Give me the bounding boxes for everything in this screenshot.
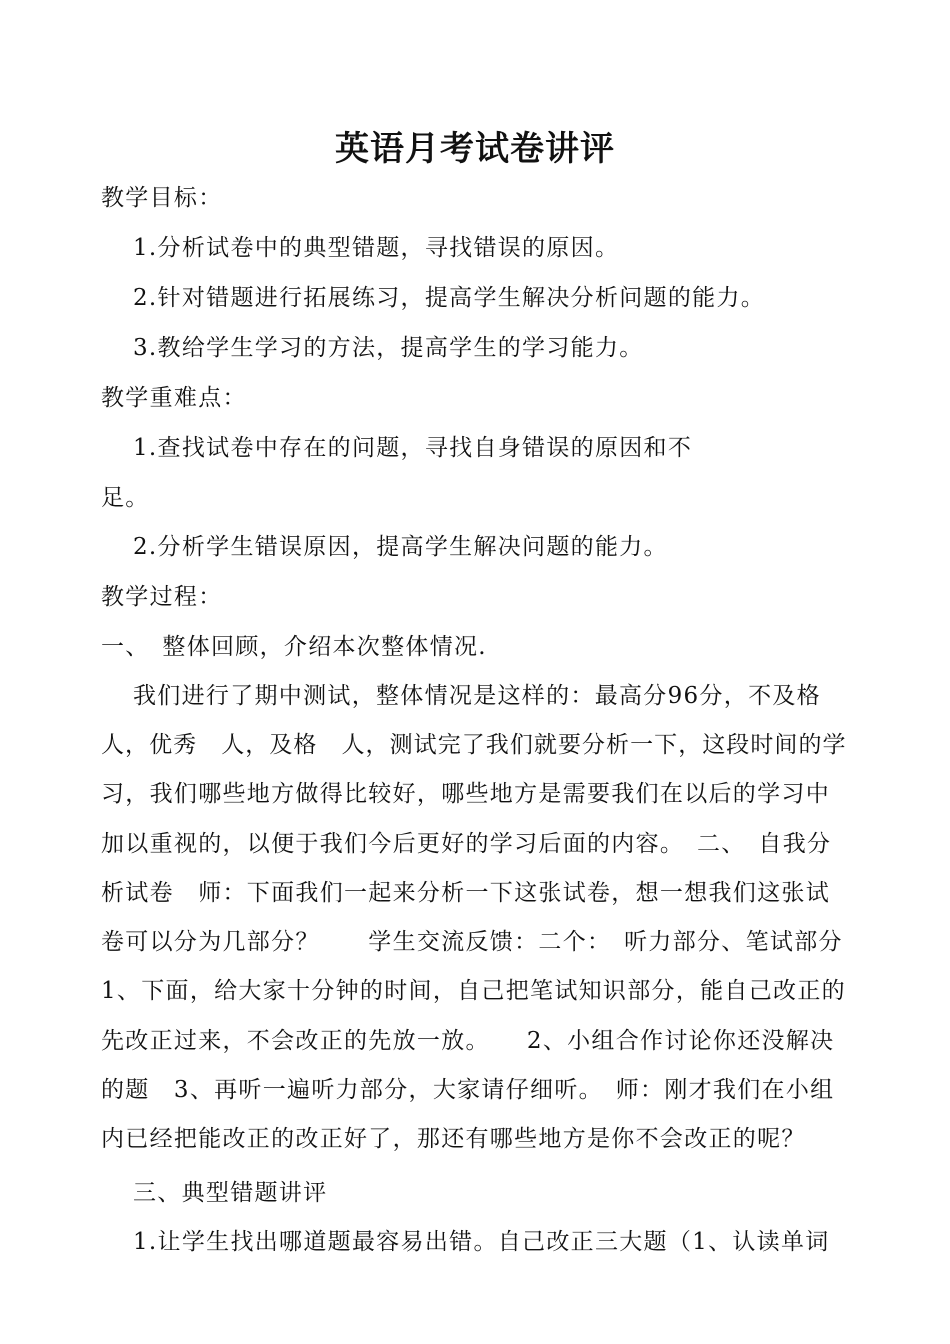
key-point-item-2: 2.分析学生错误原因，提高学生解决问题的能力。 — [133, 534, 668, 560]
paragraph-line — [133, 680, 851, 712]
document-title: 英语月考试卷讲评 — [335, 129, 615, 169]
paragraph-line: 习，我们哪些地方做得比较好，哪些地方是需要我们在以后的学习中 — [101, 781, 830, 807]
paragraph-line: 1、下面，给大家十分钟的时间，自己把笔试知识部分，能自己改正的 — [101, 978, 846, 1004]
paragraph-line: 的题 3、再听一遍听力部分，大家请仔细听。 师：刚才我们在小组 — [101, 1077, 835, 1103]
paragraph-line-text: 我们进行了期中测试，整体情况是这样的：最高分96分，不及格 — [133, 683, 821, 709]
section-heading-key-points: 教学重难点： — [101, 385, 247, 411]
section-heading-process: 教学过程： — [101, 584, 223, 610]
process-step-3-heading: 三、典型错题讲评 — [133, 1180, 328, 1206]
objective-item-2: 2.针对错题进行拓展练习，提高学生解决分析问题的能力。 — [133, 285, 766, 311]
objective-item-1: 1.分析试卷中的典型错题，寻找错误的原因。 — [133, 235, 620, 261]
process-step-3-item-1: 1.让学生找出哪道题最容易出错。自己改正三大题（1、认读单词 — [133, 1229, 830, 1255]
objective-item-3: 3.教给学生学习的方法，提高学生的学习能力。 — [133, 335, 644, 361]
paragraph-line: 加以重视的，以便于我们今后更好的学习后面的内容。 二、 自我分 — [101, 831, 832, 857]
paragraph-line: 人，优秀 人，及格 人，测试完了我们就要分析一下，这段时间的学 — [101, 732, 847, 758]
process-step-1-heading: 一、 整体回顾，介绍本次整体情况. — [101, 634, 487, 660]
paragraph-line: 卷可以分为几部分？ 学生交流反馈：二个： 听力部分、笔试部分 — [101, 929, 843, 955]
paragraph-line: 内已经把能改正的改正好了，那还有哪些地方是你不会改正的呢？ — [101, 1126, 806, 1152]
paragraph-line: 析试卷 师：下面我们一起来分析一下这张试卷，想一想我们这张试 — [101, 880, 830, 906]
key-point-item-1: 1.查找试卷中存在的问题，寻找自身错误的原因和不 — [133, 435, 693, 461]
section-heading-objectives: 教学目标： — [101, 185, 223, 211]
paragraph-line: 先改正过来，不会改正的先放一放。 2、小组合作讨论你还没解决 — [101, 1028, 835, 1054]
key-point-item-1-continued: 足。 — [101, 485, 150, 511]
